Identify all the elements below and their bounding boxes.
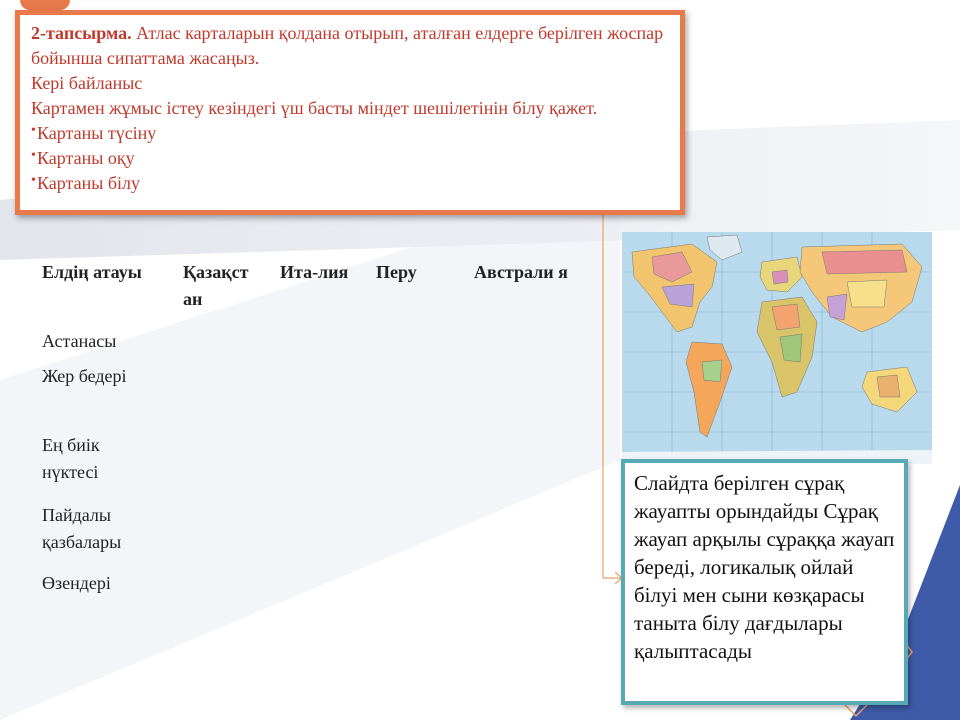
- table-row-label: Пайдалы қазбалары: [42, 505, 122, 552]
- table-header-country: Перу: [376, 262, 417, 282]
- table-header-country: Қазақст ан: [183, 262, 249, 309]
- table-header-country-name: Елдің атауы: [42, 262, 142, 282]
- feedback-label: Кері байланыс: [31, 73, 143, 93]
- answer-text: Слайдта берілген сұрақ жауапты орындайды Сұрақ жауап арқылы сұраққа жауап береді, логикалық ойлай білуі мен сыни көзқарасы таныта білу дағдылары қалыптасады: [634, 471, 895, 663]
- table-header-country: Австрали я: [474, 262, 568, 282]
- orange-top-tab: [20, 0, 70, 10]
- bullet-item: • Картаны білу: [31, 171, 670, 196]
- table-row-label: Өзендері: [42, 573, 111, 593]
- table-header-country: Ита-лия: [280, 262, 349, 282]
- table-row-label: Ең биік нүктесі: [42, 435, 100, 482]
- answer-box: [621, 459, 908, 705]
- world-map-icon: [622, 232, 932, 464]
- table-row-label: Астанасы: [42, 331, 117, 351]
- bullet-item: • Картаны түсіну: [31, 121, 670, 146]
- table-row-label: Жер бедері: [42, 366, 127, 386]
- bullet-item: • Картаны оқу: [31, 146, 670, 171]
- task-box: [15, 10, 685, 215]
- task-title-bold: 2-тапсырма.: [31, 23, 132, 43]
- task-title-rest: Атлас карталарын қолдана отырып, аталған елдерге берілген жоспар бойынша сипаттама жасаңыз.: [31, 23, 664, 68]
- task-description: Картамен жұмыс істеу кезіндегі үш басты міндет шешілетінін білу қажет.: [31, 98, 598, 118]
- task-title: [31, 21, 670, 71]
- world-map-image: [622, 232, 932, 464]
